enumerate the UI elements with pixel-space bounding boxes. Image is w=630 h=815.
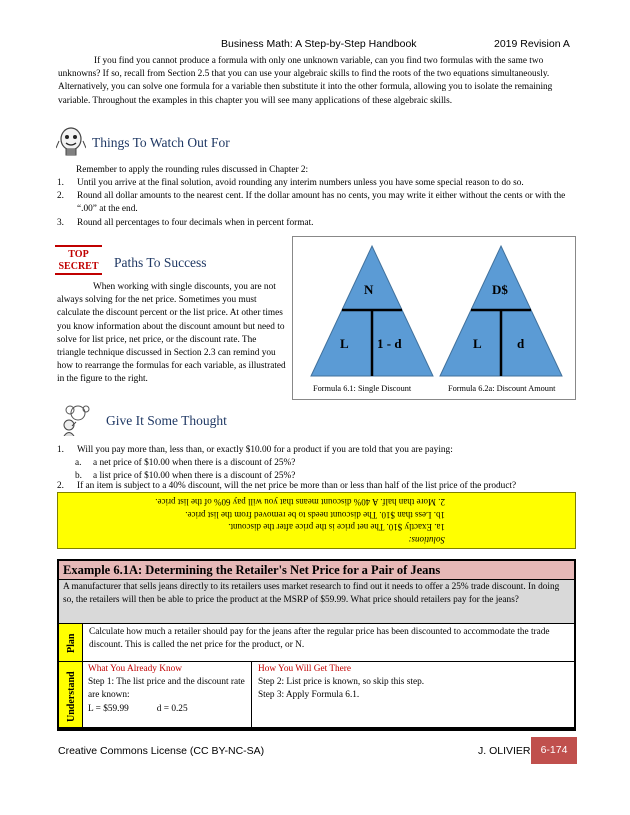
list-item: 1. Will you pay more than, less than, or exactly $10.00 for a product if you are told that you are paying:	[57, 445, 453, 455]
watch-out-title: Things To Watch Out For	[92, 135, 230, 150]
list-item: 3. Round all percentages to four decimals when in percent format.	[57, 217, 314, 228]
formula-figure	[292, 236, 576, 400]
know-text: Step 1: The list price and the discount rate are known:	[88, 677, 245, 701]
footer-license: Creative Commons License (CC BY-NC-SA)	[58, 745, 265, 757]
example-box	[57, 559, 576, 731]
tri2-top-label: D$	[492, 282, 508, 297]
how-step-2: Step 2: List price is known, so skip this step.	[258, 677, 425, 688]
solutions-label: Solutions:	[408, 535, 445, 545]
tri2-right-label: d	[517, 336, 525, 351]
solutions-box	[57, 492, 576, 549]
watch-out-lead: Remember to apply the rounding rules discussed in Chapter 2:	[76, 165, 309, 175]
plan-text: Calculate how much a retailer should pay for the jeans after the regular price has been discounted to accommodate the trade discount. This is called the net price for the product, or N.	[83, 624, 574, 662]
list-item: b. a list price of $10.00 when there is a discount of 25%?	[75, 471, 296, 482]
list-item: 1. Until you arrive at the final solution, avoid rounding any interim numbers unless you have some special reason to do so.	[57, 178, 524, 188]
list-item: 2. Round all dollar amounts to the nearest cent. If the dollar amount has no cents, you may write it either without the cents or with the “.00” at the end.	[57, 191, 566, 215]
know-cell	[83, 662, 252, 727]
top-secret-badge: TOP SECRET	[55, 245, 102, 275]
know-values: L = $59.99 d = 0.25	[88, 703, 188, 714]
footer-author: J. OLIVIER	[478, 745, 531, 757]
plan-label-cell	[59, 624, 83, 662]
triangle-single-discount	[309, 244, 435, 378]
running-header-revision: 2019 Revision A	[494, 38, 570, 50]
list-item: 2. If an item is subject to a 40% discount, will the net price be more than or less than half of the list price of the product?	[57, 481, 517, 491]
tri1-right-label: 1 - d	[377, 336, 402, 351]
understand-label: Understand	[66, 671, 77, 723]
how-title: How You Will Get There	[258, 664, 352, 674]
solution-line: 1b. Less than $10. The discount needs to be removed from the list price.	[185, 510, 445, 520]
paths-paragraph: When working with single discounts, you are not always solving for the net price. Sometimes you must calculate the discount percent or the list price. At other times you know information about the discount amount but need to solve for list price, net price, or the discount rate. The triangle technique discussed in Section 2.3 can remind you how to rearrange the formulas for each variable, as illustrated in the figure to the right.	[57, 282, 286, 385]
plan-label: Plan	[66, 633, 77, 653]
list-item: a. a net price of $10.00 when there is a discount of 25%?	[75, 458, 296, 468]
how-cell	[252, 662, 574, 727]
running-header-title: Business Math: A Step-by-Step Handbook	[221, 38, 417, 50]
triangle-discount-amount	[438, 244, 564, 378]
tri2-caption: Formula 6.2a: Discount Amount	[448, 384, 556, 393]
paths-title: Paths To Success	[114, 255, 207, 270]
page-number-badge: 6-174	[531, 737, 577, 764]
tri1-caption: Formula 6.1: Single Discount	[313, 384, 412, 393]
know-title: What You Already Know	[88, 664, 182, 674]
tri2-left-label: L	[473, 336, 482, 351]
how-step-3: Step 3: Apply Formula 6.1.	[258, 690, 360, 701]
thinking-person-icon	[56, 404, 96, 436]
solution-line: 2. More than half. A 40% discount means that you will pay 60% of the list price.	[155, 497, 445, 508]
example-problem: A manufacturer that sells jeans directly to its retailers uses market research to find out it needs to offer a 25% trade discount. In doing so, the retailers will then be able to price the product at the MSRP of $59.99. What price should retailers pay for the jeans?	[59, 580, 574, 624]
lightbulb-icon	[56, 126, 86, 160]
thought-title: Give It Some Thought	[106, 413, 227, 428]
tri1-left-label: L	[340, 336, 349, 351]
solution-line: 1a. Exactly $10. The net price is the price after the discount.	[228, 522, 445, 533]
tri1-top-label: N	[364, 282, 374, 297]
intro-paragraph: If you find you cannot produce a formula with only one unknown variable, can you find two formulas with the same two unknowns? If so, recall from Section 2.5 that you can use your algebraic skills to find the roots of the two equations simultaneously. Alternatively, you can solve one formula for a variable then substitute it into the other formula, allowing you to isolate the remaining variable. Throughout the examples in this chapter you will see many applications of these algebraic skills.	[58, 56, 553, 106]
thought-question-1	[57, 444, 577, 457]
example-title: Example 6.1A: Determining the Retailer's Net Price for a Pair of Jeans	[59, 561, 574, 580]
watch-out-list	[57, 177, 577, 230]
understand-label-cell	[59, 662, 83, 727]
